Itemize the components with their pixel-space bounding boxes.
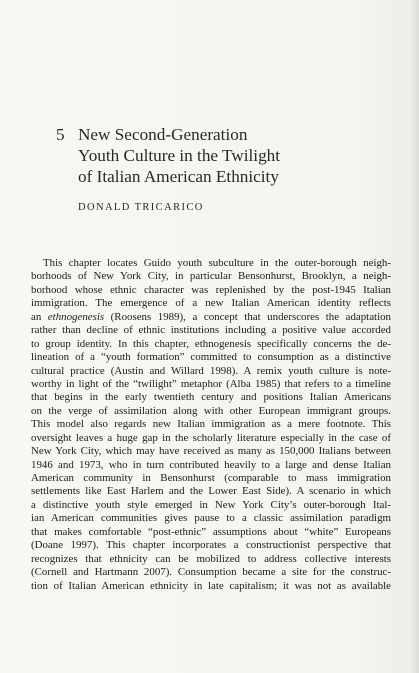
body-line: an ethnogenesis (Roosens 1989), a concept that underscores the adaptation [31,310,391,323]
body-line: This chapter locates Guido youth subculture in the outer-borough neigh- [43,257,391,269]
body-line: cultural practice (Austin and Willard 1998). A remix youth culture is note- [31,364,391,377]
chapter-number: 5 [56,125,65,144]
body-line: lineation of a “youth formation” committed to consumption as a distinctive [31,351,391,364]
body-line: on the verge of assimilation along with other European immigrant groups. [31,404,391,417]
body-line: ian American communities gives pause to a classic assimilation paradigm [31,512,391,525]
body-line: worthy in light of the “twilight” metaphor (Alba 1985) that refers to a timeline [31,377,391,390]
body-line: a distinctive youth style emerged in New York City’s outer-borough Ital- [31,498,391,511]
body-line: recognizes that ethnicity can be mobilized to address collective interests [31,552,391,565]
body-line: 1946 and 1973, who in turn contributed heavily to a large and dense Italian [31,458,391,471]
body-text [31,257,391,593]
chapter-title-line: of Italian American Ethnicity [78,167,279,186]
body-line: (Cornell and Hartmann 2007). Consumption became a site for the construc- [31,566,391,579]
body-line: rather than decline of ethnic institutions including a positive value accorded [31,324,391,337]
body-line: that begins in the early twentieth century and positions Italian Americans [31,391,391,404]
body-line: American community in Bensonhurst (comparable to mass immigration [31,472,391,484]
body-line: This model also regards new Italian immigration as a mere footnote. This [31,418,391,431]
body-line: oversight leaves a huge gap in the scholarly literature especially in the case of [31,431,391,444]
chapter-title-line: New Second-Generation [78,125,248,144]
body-line: borhood whose ethnic character was replenished by the post-1945 Italian [31,283,391,296]
body-line: tion of Italian American ethnicity in late capitalism; it was not as available [31,579,391,592]
body-line: borhoods of New York City, in particular Bensonhurst, Brooklyn, a neigh- [31,270,391,283]
chapter-heading [56,124,376,187]
page-edge [409,0,419,673]
body-line: to group identity. In this chapter, ethnogenesis specifically concerns the de- [31,337,391,350]
body-line: that makes comfortable “post-ethnic” assumptions about “white” Europeans [31,525,391,538]
body-line: (Doane 1997). This chapter incorporates a constructionist perspective that [31,539,391,552]
body-line: settlements like East Harlem and the Lower East Side). A scenario in which [31,485,391,498]
chapter-title-line: Youth Culture in the Twilight [78,146,281,165]
body-line: immigration. The emergence of a new Italian American identity reflects [31,297,391,310]
author-name: DONALD TRICARICO [78,202,204,213]
body-line: New York City, which may have received as many as 150,000 Italians between [31,445,391,458]
